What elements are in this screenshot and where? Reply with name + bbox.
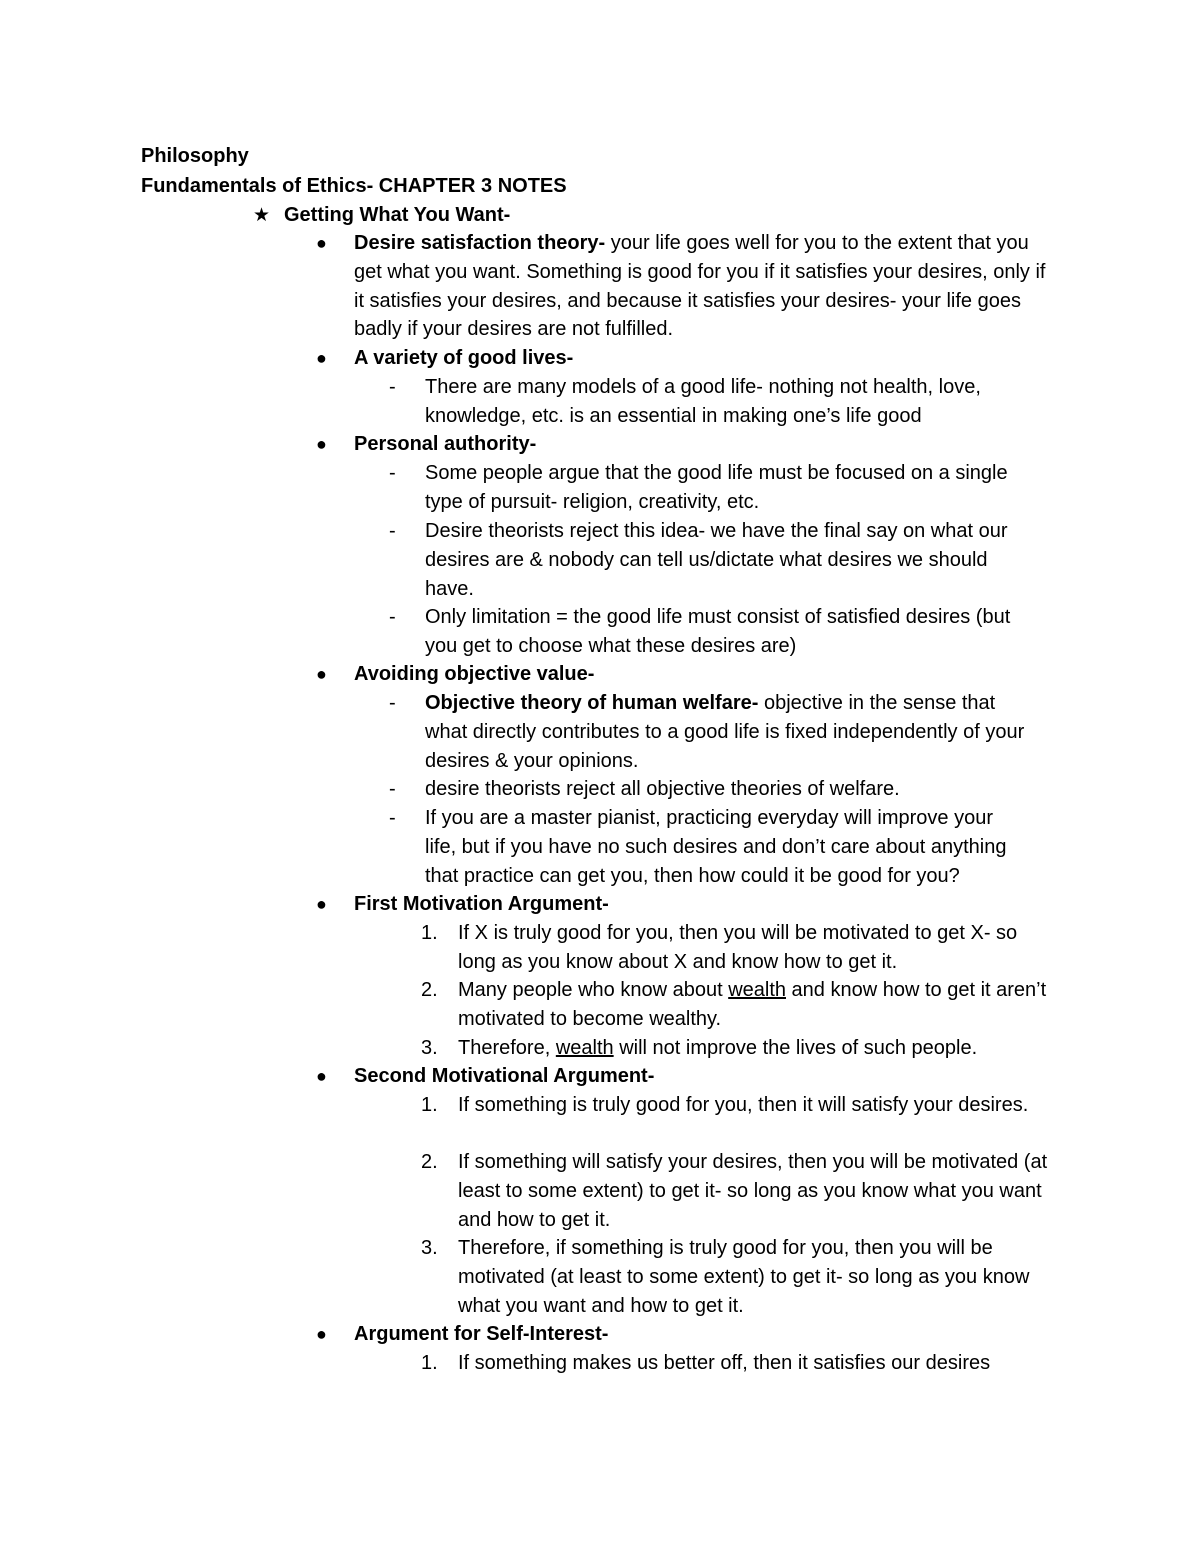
numbered-item-text: will not improve the lives of such people. (613, 1037, 978, 1059)
sub-item-text: There are many models of a good life- nothing not health, love, knowledge, etc. is an essential in making one’s life good (425, 376, 981, 427)
list-item-personal-authority (316, 430, 1056, 459)
item-title: First Motivation Argument- (354, 893, 609, 915)
sub-item (389, 775, 1029, 804)
dash-marker: - (389, 807, 396, 829)
numbered-item (421, 976, 1051, 1034)
numbered-item-text: If X is truly good for you, then you will be motivated to get X- so long as you know about X and know how to get it. (458, 922, 1018, 973)
bullet-icon: ● (316, 894, 327, 914)
item-title: Personal authority- (354, 433, 537, 455)
numbered-item-text: Therefore, (458, 1037, 556, 1059)
list-item-second-motivation (316, 1062, 1056, 1091)
notes-title: Fundamentals of Ethics- CHAPTER 3 NOTES (141, 175, 567, 197)
numbered-item-text: Therefore, if something is truly good for you, then you will be motivated (at least to some extent) to get it- so long as you know what you want and how to get it. (458, 1237, 1030, 1317)
underlined-term: wealth (728, 979, 786, 1001)
section-title: Getting What You Want- (284, 204, 511, 226)
section-heading (253, 201, 510, 230)
sub-item-text: Only limitation = the good life must consist of satisfied desires (but you get to choose what these desires are) (425, 606, 1011, 657)
number-marker: 2. (421, 979, 438, 1001)
list-item-desire-satisfaction (316, 229, 1056, 344)
number-marker: 1. (421, 922, 438, 944)
bullet-icon: ● (316, 233, 327, 253)
sub-item (389, 373, 1029, 431)
dash-marker: - (389, 462, 396, 484)
bullet-icon: ● (316, 434, 327, 454)
dash-marker: - (389, 692, 396, 714)
number-marker: 3. (421, 1037, 438, 1059)
item-title: Desire satisfaction theory- (354, 232, 606, 254)
sub-item (389, 459, 1029, 517)
numbered-item-text: If something will satisfy your desires, then you will be motivated (at least to some extent) to get it- so long as you know what you want and how to get it. (458, 1151, 1048, 1231)
list-item-variety (316, 344, 1056, 373)
item-title: Avoiding objective value- (354, 663, 595, 685)
item-text: your life goes well for you to the extent that you get what you want. Something is good for you if it satisfies your desires, only if it satisfies your desires, and because it satisfies your desires- your life goes badly if your desires are not fulfilled. (354, 232, 1046, 341)
list-item-self-interest (316, 1320, 1056, 1349)
number-marker: 1. (421, 1094, 438, 1116)
sub-item-text: If you are a master pianist, practicing everyday will improve your life, but if you have no such desires and don’t care about anything that practice can get you, then how could it be good for you? (425, 807, 1007, 887)
sub-item (389, 517, 1029, 603)
star-icon: ★ (253, 205, 271, 226)
sub-item-text: desire theorists reject all objective theories of welfare. (425, 778, 900, 800)
sub-item-term: Objective theory of human welfare- (425, 692, 759, 714)
numbered-item-text: If something is truly good for you, then it will satisfy your desires. (458, 1094, 1029, 1116)
bullet-icon: ● (316, 1324, 327, 1344)
dash-marker: - (389, 778, 396, 800)
sub-item (389, 804, 1029, 890)
sub-item-text: objective in the sense that what directly contributes to a good life is fixed independently of your desires & your opinions. (425, 692, 1025, 772)
item-title: A variety of good lives- (354, 347, 574, 369)
number-marker: 2. (421, 1151, 438, 1173)
list-item-objective-value (316, 660, 1056, 689)
sub-item (389, 689, 1029, 775)
numbered-item (421, 1148, 1051, 1234)
dash-marker: - (389, 376, 396, 398)
bullet-icon: ● (316, 348, 327, 368)
numbered-item-text: Many people who know about (458, 979, 729, 1001)
bullet-icon: ● (316, 1066, 327, 1086)
number-marker: 3. (421, 1237, 438, 1259)
dash-marker: - (389, 520, 396, 542)
numbered-item-text: If something makes us better off, then it satisfies our desires (458, 1352, 991, 1374)
numbered-item (421, 919, 1051, 977)
sub-item (389, 603, 1029, 661)
number-marker: 1. (421, 1352, 438, 1374)
item-title: Argument for Self-Interest- (354, 1323, 609, 1345)
sub-item-text: Desire theorists reject this idea- we have the final say on what our desires are & nobody can tell us/dictate what desires we should have. (425, 520, 1008, 600)
item-title: Second Motivational Argument- (354, 1065, 655, 1087)
course-title: Philosophy (141, 145, 249, 167)
list-item-first-motivation (316, 890, 1056, 919)
numbered-item-text: and know how to get it aren’t motivated to become wealthy. (458, 979, 1047, 1030)
bullet-icon: ● (316, 664, 327, 684)
numbered-item (421, 1349, 1051, 1378)
numbered-item (421, 1234, 1051, 1320)
sub-item-text: Some people argue that the good life must be focused on a single type of pursuit- religion, creativity, etc. (425, 462, 1008, 513)
numbered-item (421, 1091, 1051, 1120)
numbered-item (421, 1034, 1051, 1063)
underlined-term: wealth (555, 1037, 614, 1059)
dash-marker: - (389, 606, 396, 628)
